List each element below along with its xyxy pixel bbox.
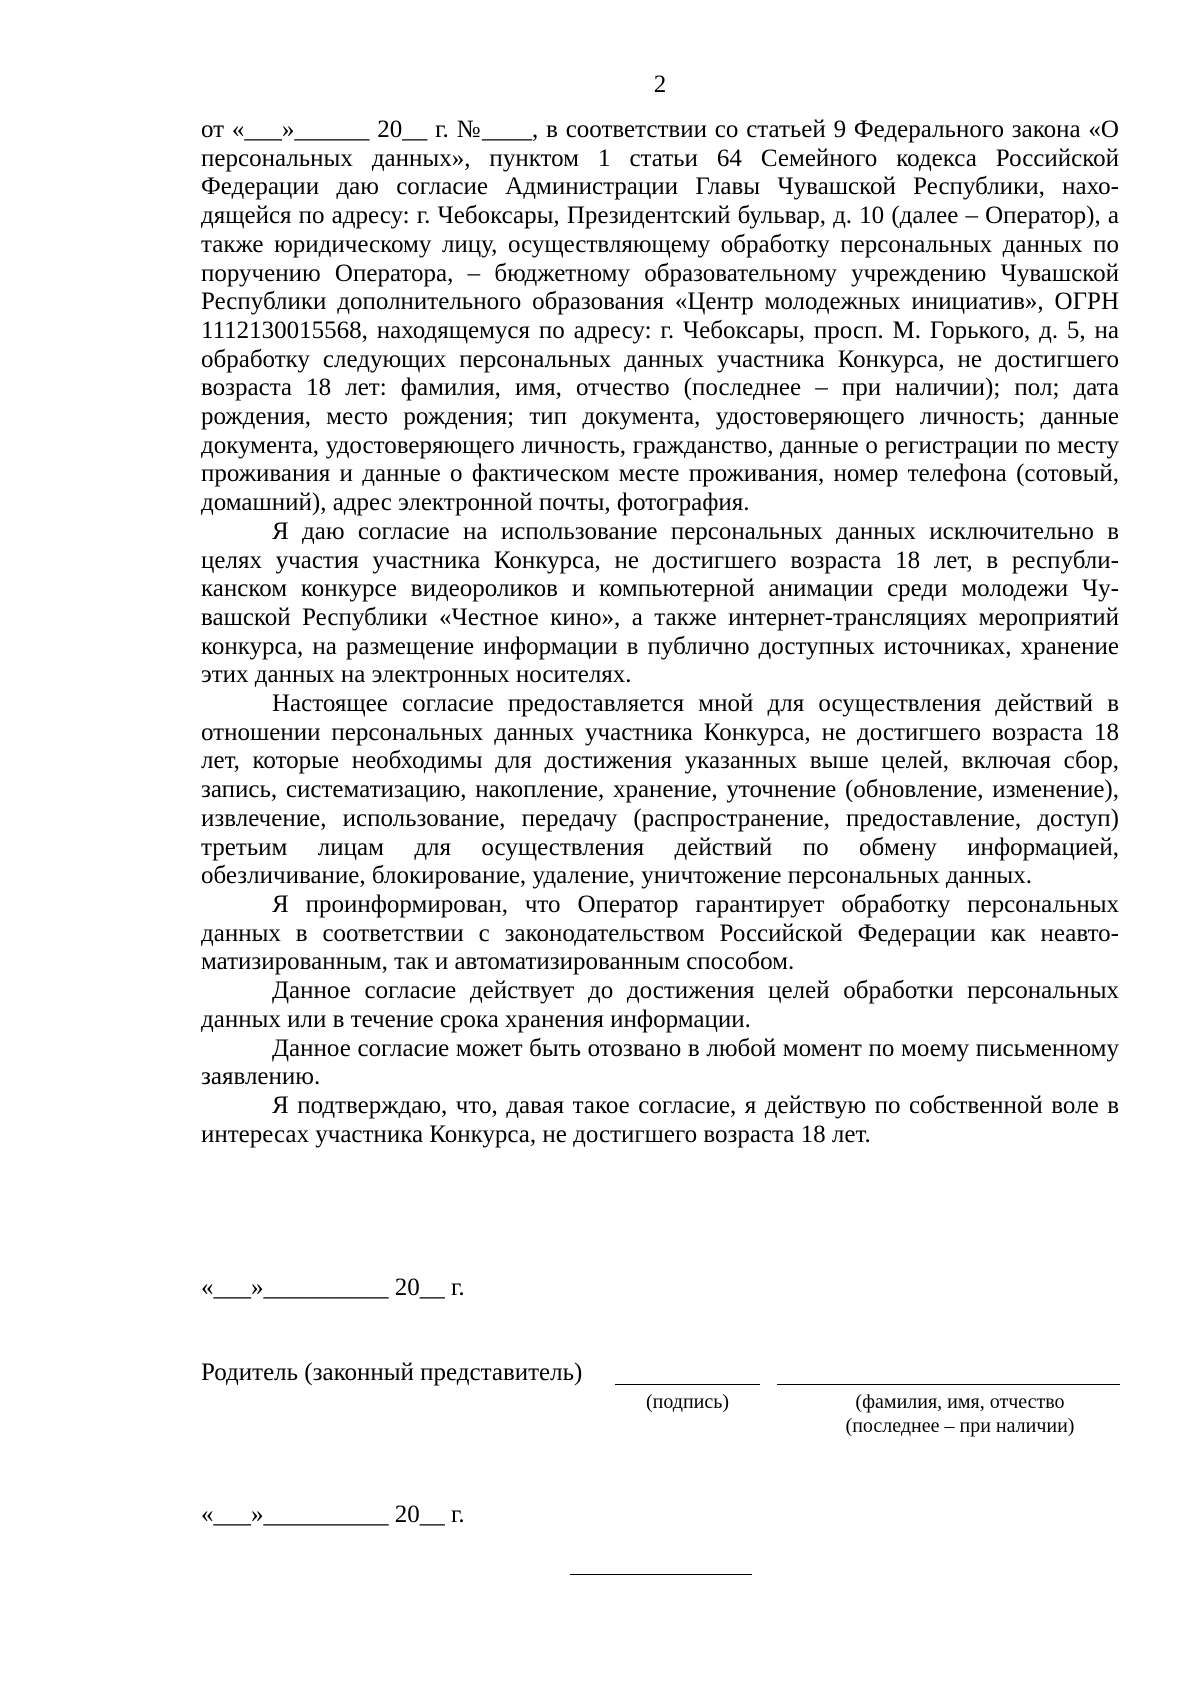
- signature-line: [615, 1384, 760, 1385]
- fullname-line: [777, 1384, 1120, 1385]
- paragraph-actions: Настоящее согласие предоставляется мной для осуществления действий в отношении персональных данных участника Конкурса, не достигшего возраста 18 лет, которые необходимы для достижения указанных выше целей, включая сбор, запись, систематизацию, накопление, хранение, уточнение (обновление, изменение), извлечение, использование, передачу (распространение, предоставление, доступ) третьим лицам для осуществления действий по обмену информацией, обезличивание, блокирование, удаление, уничтожение персональных данных.: [201, 690, 1119, 890]
- date-field-1: «___»__________ 20__ г.: [201, 1274, 465, 1301]
- date-field-2: «___»__________ 20__ г.: [201, 1501, 465, 1528]
- bottom-signature-line: [570, 1574, 752, 1575]
- page-number: 2: [653, 71, 667, 98]
- consent-text: [201, 116, 1119, 1149]
- signature-caption: (подпись): [645, 1391, 730, 1413]
- fullname-caption-line-1: (фамилия, имя, отчество: [855, 1391, 1065, 1413]
- fullname-caption-line-2: (последнее – при наличии): [845, 1415, 1075, 1437]
- paragraph-guarantee: Я проинформирован, что Оператор гарантирует обработку персональных данных в соответствии с законодательством Российской Федерации как неавтоматизированным, так и автоматизированным способом.: [201, 890, 1119, 976]
- parent-label: Родитель (законный представитель): [201, 1359, 583, 1386]
- paragraph-validity: Данное согласие действует до достижения целей обработки персональных данных или в течение срока хранения информации.: [201, 977, 1119, 1033]
- paragraph-confirmation: Я подтверждаю, что, давая такое согласие, я действую по собственной воле в интересах участника Конкурса, не достигшего возраста 18 лет.: [201, 1091, 1119, 1148]
- paragraph-consent-subject: от «___»______ 20__ г. №____, в соответствии со статьей 9 Федерального закона «О персональных данных», пунктом 1 статьи 64 Семейного кодекса Российской Федерации даю согласие Администрации Главы Чувашской Республики, находящейся по адресу: г. Чебоксары, Президентский бульвар, д. 10 (далее – Оператор), а также юридическому лицу, осуществляющему обработку персональных данных по поручению Оператора, – бюджетному образовательному учреждению Чувашской Республики дополнительного образования «Центр молодежных инициатив», ОГРН 1112130015568, находящемуся по адресу: г. Чебоксары, просп. М. Горького, д. 5, на обработку следующих персональных данных участника Конкурса, не достигшего возраста 18 лет: фамилия, имя, отчество (последнее – при наличии); пол; дата рождения, место рождения; тип документа, удостоверяющего личность; данные документа, удостоверяющего личность, гражданство, данные о регистрации по месту проживания и данные о фактическом месте проживания, номер телефона (сотовый, домашний), адрес электронной почты, фотография.: [201, 116, 1119, 517]
- fullname-caption: [800, 1390, 1120, 1438]
- paragraph-purpose: Я даю согласие на использование персональных данных исключительно в целях участия участника Конкурса, не достигшего возраста 18 лет, в республиканском конкурсе видеороликов и компьютерной анимации среди молодежи Чувашской Республики «Честное кино», а также интернет-трансляциях мероприятий конкурса, на размещение информации в публично доступных источниках, хранение этих данных на электронных носителях.: [201, 517, 1119, 689]
- paragraph-revocation: Данное согласие может быть отозвано в любой момент по моему письменному заявлению.: [201, 1034, 1119, 1091]
